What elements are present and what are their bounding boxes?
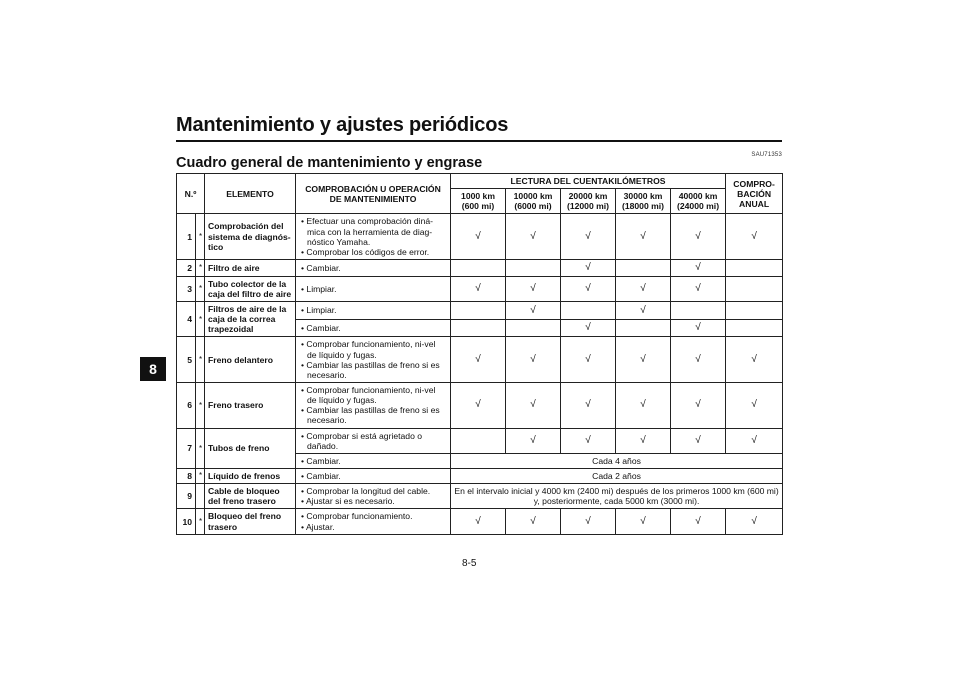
operation-item: • Comprobar si está agrietado o dañado. <box>299 431 447 451</box>
row-asterisk: * <box>196 509 205 534</box>
check-cell: √ <box>726 509 783 534</box>
check-cell <box>561 302 616 320</box>
header-interval <box>451 189 506 214</box>
operation-cell <box>296 259 451 276</box>
operation-list <box>299 511 447 531</box>
operation-item: • Limpiar. <box>299 305 447 315</box>
check-cell: √ <box>561 276 616 301</box>
operation-item: • Comprobar funcionamiento, ni-vel de líquido y fugas. <box>299 339 447 359</box>
header-interval <box>561 189 616 214</box>
operation-list <box>299 471 447 481</box>
row-number: 8 <box>177 469 196 484</box>
operation-cell <box>296 302 451 320</box>
check-cell: √ <box>671 259 726 276</box>
operation-cell <box>296 484 451 509</box>
check-cell: √ <box>451 276 506 301</box>
operation-list <box>299 305 447 315</box>
row-number: 7 <box>177 428 196 468</box>
section-title: Cuadro general de mantenimiento y engrase <box>176 155 483 171</box>
operation-list <box>299 385 447 426</box>
check-cell: √ <box>671 383 726 429</box>
operation-item: • Comprobar la longitud del cable. <box>299 486 447 496</box>
row-element: Cable de bloqueo del freno trasero <box>205 484 296 509</box>
interval-km: 40000 km <box>678 191 718 202</box>
check-cell <box>671 302 726 320</box>
operation-item: • Comprobar funcionamiento, ni-vel de líquido y fugas. <box>299 385 447 405</box>
operation-list <box>299 323 447 333</box>
table-row <box>177 509 783 534</box>
header-check: COMPROBACIÓN U OPERACIÓN DE MANTENIMIENTO <box>296 174 451 214</box>
table-row <box>177 276 783 301</box>
check-cell: √ <box>671 337 726 383</box>
interval-mi: (6000 mi) <box>514 201 552 212</box>
check-cell: √ <box>616 302 671 320</box>
row-asterisk: * <box>196 383 205 429</box>
check-cell: √ <box>561 319 616 337</box>
interval-note: En el intervalo inicial y 4000 km (2400 mi) después de los primeros 1000 km (600 mi) y, posteriormente, cada 5000 km (3000 mi). <box>451 484 783 509</box>
operation-cell <box>296 276 451 301</box>
check-cell <box>506 259 561 276</box>
operation-cell <box>296 509 451 534</box>
table-row <box>177 469 783 484</box>
check-cell: √ <box>726 214 783 260</box>
operation-cell <box>296 319 451 337</box>
check-cell: √ <box>561 509 616 534</box>
interval-mi: (600 mi) <box>461 201 495 212</box>
header-interval <box>616 189 671 214</box>
row-number: 1 <box>177 214 196 260</box>
operation-list <box>299 339 447 380</box>
check-cell <box>726 276 783 301</box>
operation-cell <box>296 453 451 468</box>
header-interval <box>671 189 726 214</box>
row-element: Freno delantero <box>205 337 296 383</box>
table-row <box>177 484 783 509</box>
check-cell: √ <box>616 509 671 534</box>
check-cell: √ <box>671 276 726 301</box>
operation-cell <box>296 469 451 484</box>
row-number: 9 <box>177 484 196 509</box>
row-element: Comprobación del sistema de diagnós-tico <box>205 214 296 260</box>
check-cell: √ <box>671 509 726 534</box>
operation-list <box>299 486 447 506</box>
interval-km: 20000 km <box>568 191 608 202</box>
operation-list <box>299 216 447 257</box>
check-cell: √ <box>726 383 783 429</box>
table-row <box>177 302 783 320</box>
check-cell: √ <box>671 214 726 260</box>
row-asterisk: * <box>196 259 205 276</box>
interval-km: 10000 km <box>513 191 553 202</box>
row-element: Tubo colector de la caja del filtro de aire <box>205 276 296 301</box>
check-cell: √ <box>671 319 726 337</box>
row-element: Tubos de freno <box>205 428 296 468</box>
interval-mi: (24000 mi) <box>677 201 720 212</box>
chapter-tab: 8 <box>140 357 166 381</box>
operation-list <box>299 431 447 451</box>
check-cell: √ <box>506 302 561 320</box>
operation-item: • Efectuar una comprobación diná-mica con la herramienta de diag-nóstico Yamaha. <box>299 216 447 246</box>
check-cell <box>726 302 783 320</box>
row-element: Bloqueo del freno trasero <box>205 509 296 534</box>
check-cell <box>616 259 671 276</box>
check-cell: √ <box>726 428 783 453</box>
header-element: ELEMENTO <box>205 174 296 214</box>
check-cell <box>451 259 506 276</box>
row-number: 5 <box>177 337 196 383</box>
table-row <box>177 383 783 429</box>
document-code: SAU71353 <box>751 152 782 158</box>
check-cell <box>451 428 506 453</box>
row-element: Filtros de aire de la caja de la correa trapezoidal <box>205 302 296 337</box>
maintenance-table <box>176 173 783 535</box>
table-row <box>177 214 783 260</box>
row-asterisk: * <box>196 214 205 260</box>
interval-mi: (12000 mi) <box>566 201 610 212</box>
check-cell <box>726 259 783 276</box>
operation-item: • Cambiar. <box>299 323 447 333</box>
check-cell <box>451 302 506 320</box>
row-element: Freno trasero <box>205 383 296 429</box>
check-cell: √ <box>506 214 561 260</box>
row-asterisk: * <box>196 337 205 383</box>
operation-list <box>299 456 447 466</box>
check-cell: √ <box>616 214 671 260</box>
table-row <box>177 337 783 383</box>
check-cell: √ <box>616 337 671 383</box>
check-cell: √ <box>506 383 561 429</box>
operation-item: • Cambiar. <box>299 263 447 273</box>
operation-item: • Cambiar las pastillas de freno si es necesario. <box>299 405 447 425</box>
header-num: N.º <box>177 174 205 214</box>
row-number: 3 <box>177 276 196 301</box>
interval-mi: (18000 mi) <box>621 201 665 212</box>
row-asterisk: * <box>196 276 205 301</box>
row-asterisk <box>196 484 205 509</box>
table-row <box>177 259 783 276</box>
operation-item: • Cambiar. <box>299 456 447 466</box>
check-cell: √ <box>616 276 671 301</box>
interval-km: 30000 km <box>623 191 663 202</box>
row-element: Filtro de aire <box>205 259 296 276</box>
title-rule <box>176 140 782 142</box>
operation-item: • Ajustar. <box>299 522 447 532</box>
check-cell: √ <box>506 276 561 301</box>
check-cell: √ <box>561 337 616 383</box>
operation-item: • Cambiar. <box>299 471 447 481</box>
page-title: Mantenimiento y ajustes periódicos <box>176 114 509 136</box>
operation-cell <box>296 383 451 429</box>
interval-note: Cada 4 años <box>451 453 783 468</box>
table-row <box>177 428 783 453</box>
check-cell: √ <box>726 337 783 383</box>
header-annual: COMPRO-BACIÓN ANUAL <box>726 174 783 214</box>
check-cell: √ <box>451 337 506 383</box>
row-asterisk: * <box>196 428 205 468</box>
check-cell: √ <box>451 383 506 429</box>
check-cell: √ <box>561 214 616 260</box>
page-number: 8-5 <box>462 558 477 569</box>
operation-list <box>299 263 447 273</box>
check-cell <box>616 319 671 337</box>
check-cell <box>726 319 783 337</box>
check-cell <box>451 319 506 337</box>
check-cell: √ <box>616 428 671 453</box>
row-asterisk: * <box>196 469 205 484</box>
check-cell: √ <box>506 337 561 383</box>
row-number: 4 <box>177 302 196 337</box>
operation-item: • Comprobar los códigos de error. <box>299 247 447 257</box>
operation-list <box>299 284 447 294</box>
row-number: 10 <box>177 509 196 534</box>
check-cell: √ <box>451 214 506 260</box>
row-number: 2 <box>177 259 196 276</box>
check-cell: √ <box>671 428 726 453</box>
header-interval <box>506 189 561 214</box>
check-cell: √ <box>616 383 671 429</box>
row-element: Líquido de frenos <box>205 469 296 484</box>
operation-item: • Cambiar las pastillas de freno si es necesario. <box>299 360 447 380</box>
operation-item: • Limpiar. <box>299 284 447 294</box>
check-cell: √ <box>561 259 616 276</box>
interval-km: 1000 km <box>461 191 495 202</box>
check-cell: √ <box>451 509 506 534</box>
row-number: 6 <box>177 383 196 429</box>
check-cell: √ <box>506 428 561 453</box>
check-cell: √ <box>561 383 616 429</box>
operation-item: • Ajustar si es necesario. <box>299 496 447 506</box>
operation-item: • Comprobar funcionamiento. <box>299 511 447 521</box>
interval-note: Cada 2 años <box>451 469 783 484</box>
header-odometer: LECTURA DEL CUENTAKILÓMETROS <box>451 174 726 189</box>
row-asterisk: * <box>196 302 205 337</box>
operation-cell <box>296 428 451 453</box>
operation-cell <box>296 214 451 260</box>
check-cell: √ <box>561 428 616 453</box>
check-cell: √ <box>506 509 561 534</box>
check-cell <box>506 319 561 337</box>
operation-cell <box>296 337 451 383</box>
